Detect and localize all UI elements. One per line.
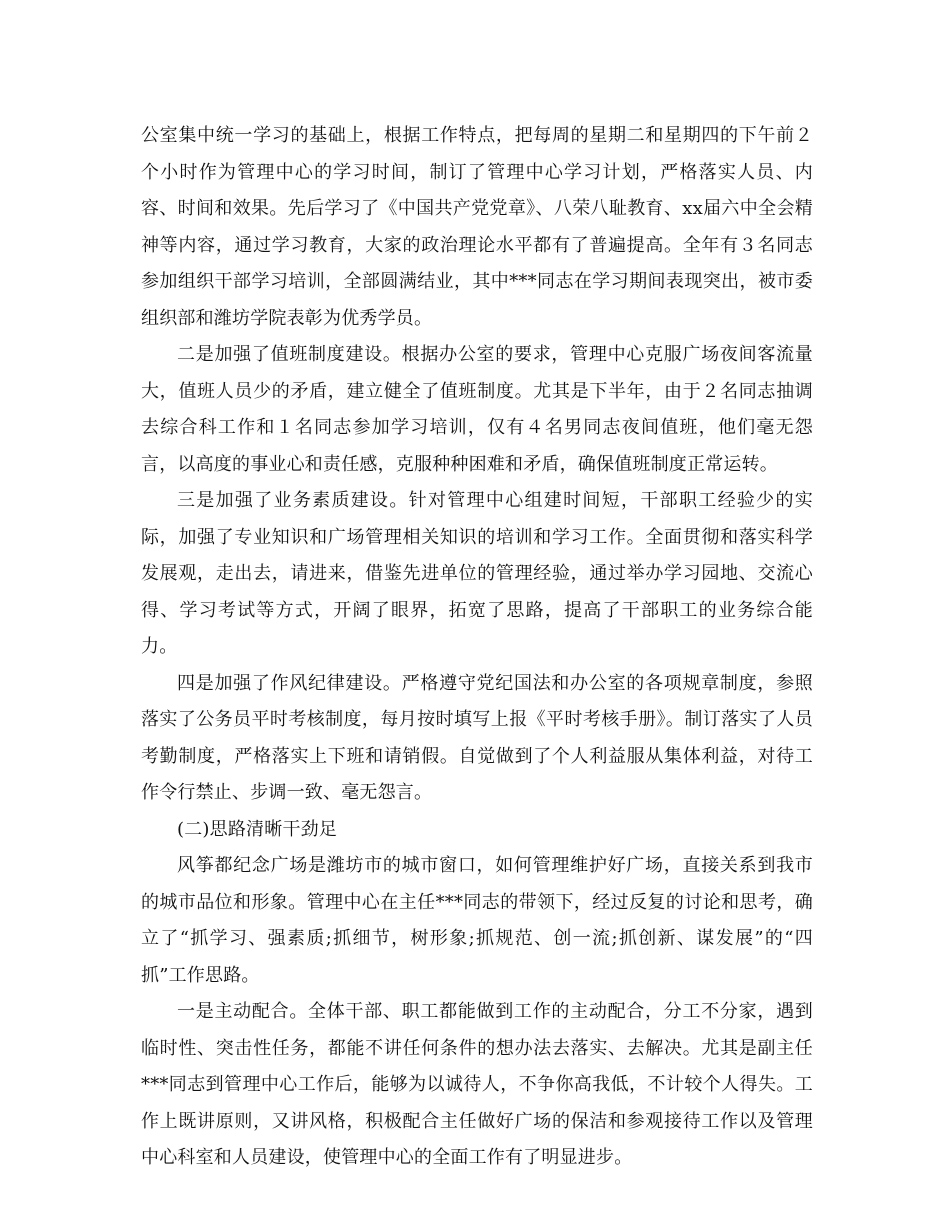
paragraph-active-cooperation: 一是主动配合。全体干部、职工都能做到工作的主动配合，分工不分家，遇到临时性、突击性任务，都能不讲任何条件的想办法去落实、去解决。尤其是副主任***同志到管理中心工作后，能够为以诚待人，不争你高我低，不计较个人得失。工作上既讲原则，又讲风格，积极配合主任做好广场的保洁和参观接待工作以及管理中心科室和人员建设，使管理中心的全面工作有了明显进步。 xyxy=(141,1001,813,1168)
section-heading-clear-thinking: (二)思路清晰干劲足 xyxy=(177,818,338,840)
paragraph-work-discipline: 四是加强了作风纪律建设。严格遵守党纪国法和办公室的各项规章制度，参照落实了公务员平时考核制度，每月按时填写上报《平时考核手册》。制订落实了人员考勤制度，严格落实上下班和请销假。自觉做到了个人利益服从集体利益，对待工作令行禁止、步调一致、毫无怨言。 xyxy=(141,672,813,803)
document-body xyxy=(141,118,813,1177)
paragraph-square-overview: 风筝都纪念广场是潍坊市的城市窗口，如何管理维护好广场，直接关系到我市的城市品位和形象。管理中心在主任***同志的带领下，经过反复的讨论和思考，确立了“抓学习、强素质;抓细节，树形象;抓规范、创一流;抓创新、谋发展”的“四抓”工作思路。 xyxy=(141,855,813,986)
paragraph-study-continued: 公室集中统一学习的基础上，根据工作特点，把每周的星期二和星期四的下午前２个小时作为管理中心的学习时间，制订了管理中心学习计划，严格落实人员、内容、时间和效果。先后学习了《中国共产党党章》、八荣八耻教育、xx届六中全会精神等内容，通过学习教育，大家的政治理论水平都有了普遍提高。全年有３名同志参加组织干部学习培训，全部圆满结业，其中***同志在学习期间表现突出，被市委组织部和潍坊学院表彰为优秀学员。 xyxy=(141,125,813,329)
paragraph-professional-quality: 三是加强了业务素质建设。针对管理中心组建时间短，干部职工经验少的实际，加强了专业知识和广场管理相关知识的培训和学习工作。全面贯彻和落实科学发展观，走出去，请进来，借鉴先进单位的管理经验，通过举办学习园地、交流心得、学习考试等方式，开阔了眼界，拓宽了思路，提高了干部职工的业务综合能力。 xyxy=(141,490,813,657)
paragraph-duty-system: 二是加强了值班制度建设。根据办公室的要求，管理中心克服广场夜间客流量大，值班人员少的矛盾，建立健全了值班制度。尤其是下半年，由于２名同志抽调去综合科工作和１名同志参加学习培训，仅有４名男同志夜间值班，他们毫无怨言，以高度的事业心和责任感，克服种种困难和矛盾，确保值班制度正常运转。 xyxy=(141,344,813,475)
